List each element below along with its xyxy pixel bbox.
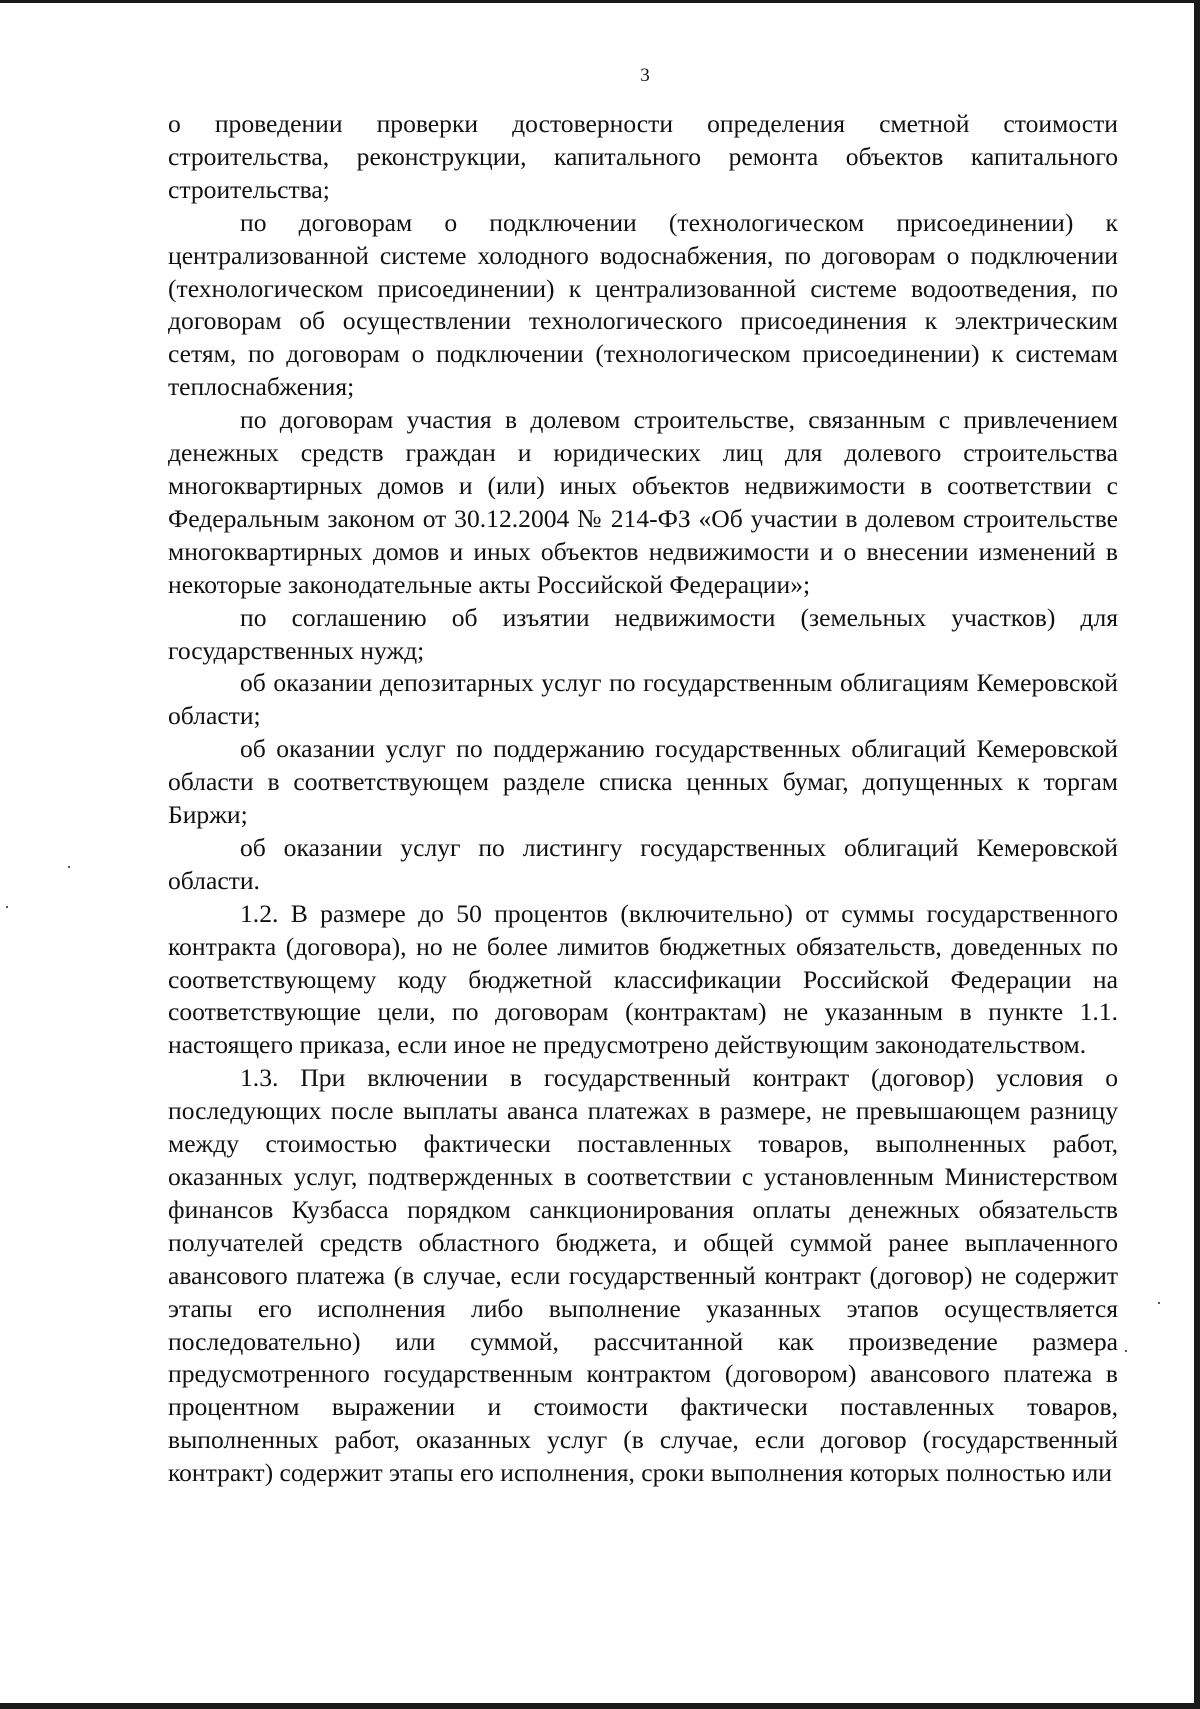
paragraph-utility-connection: по договорам о подключении (технологическом присоединении) к централизованной системе холодного водоснабжения, по договорам о подключении (технологическом присоединении) к централизованной системе водоотведения, по договорам об осуществлении технологического присоединения к электрическим сетям, по договорам о подключении (технологическом присоединении) к системам теплоснабжения; (168, 207, 1118, 402)
paragraph-clause-1-2: 1.2. В размере до 50 процентов (включительно) от суммы государственного контракта (договора), но не более лимитов бюджетных обязательств, доведенных по соответствующему коду бюджетной классификации Российской Федерации на соответствующие цели, по договорам (контрактам) не указанным в пункте 1.1. настоящего приказа, если иное не предусмотрено действующим законодательством. (168, 898, 1118, 1060)
paragraph-sanction-estimate: о проведении проверки достоверности определения сметной стоимости строительства, реконструкции, капитального ремонта объектов капитального строительства; (168, 109, 1118, 204)
paragraph-land-seizure: по соглашению об изъятии недвижимости (земельных участков) для государственных нужд; (168, 602, 1118, 665)
paragraph-depository-services: об оказании депозитарных услуг по государственным облигациям Кемеровской области; (168, 668, 1118, 731)
paragraph-bond-listing: об оказании услуг по листингу государственных облигаций Кемеровской области. (168, 832, 1118, 895)
scan-edge-top (0, 0, 1200, 3)
scan-speck (1125, 1350, 1127, 1352)
scan-edge-bottom (0, 1703, 1200, 1709)
scan-speck (1158, 1302, 1160, 1304)
document-body (168, 108, 1118, 1490)
scan-edge-right (1194, 0, 1200, 1709)
page-number: 3 (640, 65, 650, 86)
paragraph-bond-support: об оказании услуг по поддержанию государственных облигаций Кемеровской области в соответствующем разделе списка ценных бумаг, допущенных к торгам Биржи; (168, 734, 1118, 830)
scan-speck (6, 906, 8, 908)
paragraph-shared-construction: по договорам участия в долевом строительстве, связанным с привлечением денежных средств граждан и юридических лиц для долевого строительства многоквартирных домов и (или) иных объектов недвижимости в соответствии с Федеральным законом от 30.12.2004 № 214-ФЗ «Об участии в долевом строительстве многоквартирных домов и иных объектов недвижимости и о внесении изменений в некоторые законодательные акты Российской Федерации»; (168, 405, 1118, 599)
scan-speck (68, 866, 70, 868)
paragraph-clause-1-3: 1.3. При включении в государственный контракт (договор) условия о последующих после выплаты аванса платежах в размере, не превышающем разницу между стоимостью фактически поставленных товаров, выполненных работ, оказанных услуг, подтвержденных в соответствии с установленным Министерством финансов Кузбасса порядком санкционирования оплаты денежных обязательств получателей средств областного бюджета, и общей суммой ранее выплаченного авансового платежа (в случае, если государственный контракт (договор) не содержит этапы его исполнения либо выполнение указанных этапов осуществляется последовательно) или суммой, рассчитанной как произведение размера предусмотренного государственным контрактом (договором) авансового платежа в процентном выражении и стоимости фактически поставленных товаров, выполненных работ, оказанных услуг (в случае, если договор (государственный контракт) содержит этапы его исполнения, сроки выполнения которых полностью или (168, 1063, 1118, 1488)
